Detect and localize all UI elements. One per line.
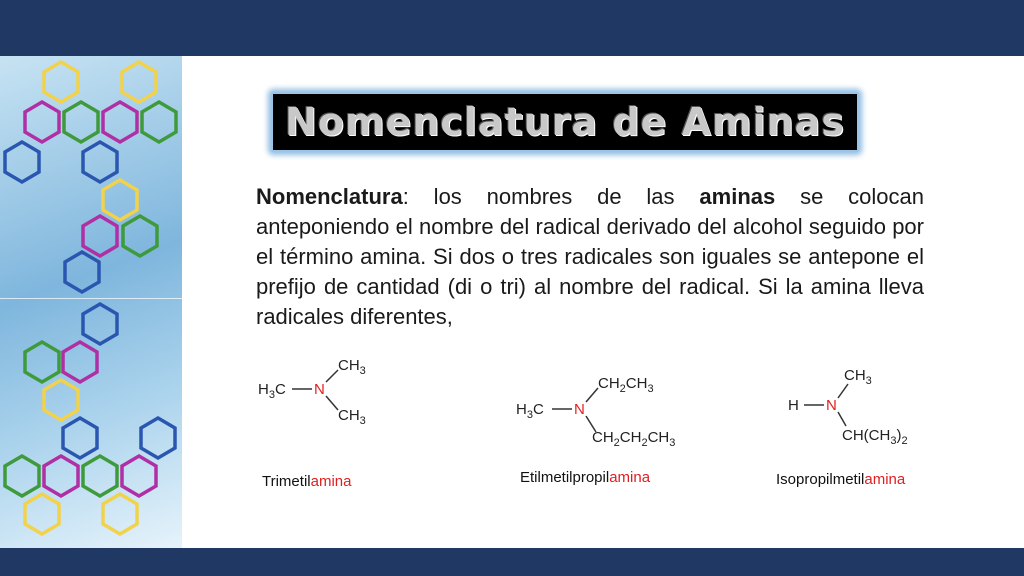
hexagon-shape xyxy=(64,102,98,142)
structure-trimetilamina xyxy=(258,357,366,490)
bond-line xyxy=(838,412,846,426)
mol2-bottom-group: $CH_2CH_2CH_3$ xyxy=(592,429,676,449)
hexagon-shape xyxy=(25,102,59,142)
hexagon-shape xyxy=(83,216,117,256)
bond-line xyxy=(838,384,848,398)
mol2-nitrogen: N xyxy=(574,401,585,418)
hexagon-pattern xyxy=(0,56,182,548)
mol3-name: Isopropilmetilamina xyxy=(776,471,906,488)
title-banner xyxy=(271,92,859,152)
structure-isopropilmetilamina xyxy=(776,367,908,488)
hexagon-shape xyxy=(142,102,176,142)
mol2-name: Etilmetilpropilamina xyxy=(520,469,651,486)
hexagon-shape xyxy=(63,418,97,458)
page-title: Nomenclatura de Aminas xyxy=(285,100,845,144)
mol1-top-group: $CH_3$ xyxy=(338,357,366,377)
body-paragraph xyxy=(256,182,924,332)
mol3-nitrogen: N xyxy=(826,397,837,414)
structure-etilmetilpropilamina xyxy=(516,375,675,486)
hexagon-shape xyxy=(141,418,175,458)
mol2-h3c: $H_3C$ xyxy=(516,401,544,421)
hexagon-shape xyxy=(83,142,117,182)
hexagon-shape xyxy=(25,494,59,534)
hexagon-shape xyxy=(5,142,39,182)
hexagon-shape xyxy=(83,304,117,344)
mol1-h3c: $H_3C$ xyxy=(258,381,286,401)
term-aminas: aminas xyxy=(699,184,776,209)
mol3-top-group: $CH_3$ xyxy=(844,367,872,387)
mol3-h: H xyxy=(788,397,799,414)
hexagon-shape xyxy=(25,342,59,382)
hexagon-shape xyxy=(103,102,137,142)
hexagon-shape xyxy=(83,456,117,496)
mol1-name: Trimetilamina xyxy=(262,473,352,490)
hexagon-shape xyxy=(63,342,97,382)
hexagon-decoration-panel xyxy=(0,56,182,548)
hexagon-shape xyxy=(44,62,78,102)
mol2-top-group: $CH_2CH_3$ xyxy=(598,375,654,395)
bond-line xyxy=(586,388,598,402)
term-nomenclatura: Nomenclatura xyxy=(256,184,403,209)
bond-line xyxy=(326,396,338,410)
mol1-nitrogen: N xyxy=(314,381,325,398)
hexagon-shape xyxy=(65,252,99,292)
paragraph-part-1: : los nombres de las xyxy=(402,184,700,209)
panel-divider xyxy=(0,298,182,299)
hexagon-shape xyxy=(122,456,156,496)
bottom-banner-bar xyxy=(0,548,1024,576)
hexagon-shape xyxy=(122,62,156,102)
mol1-bottom-group: $CH_3$ xyxy=(338,407,366,427)
top-banner-bar xyxy=(0,0,1024,56)
hexagon-shape xyxy=(103,180,137,220)
paragraph-part-2: se colocan anteponiendo el nombre del radical derivado del alcohol seguido por el término amina. Si dos o tres radicales son iguales se antepone el prefijo de cantidad (di o tri) al nombre del radical. Si la amina lleva radicales diferentes, xyxy=(256,184,925,329)
hexagon-shape xyxy=(44,456,78,496)
hexagon-shape xyxy=(103,494,137,534)
mol3-bottom-group: $CH(CH_3)_2$ xyxy=(842,427,908,447)
hexagon-shape xyxy=(44,380,78,420)
hexagon-shape xyxy=(5,456,39,496)
bond-line xyxy=(326,370,338,382)
hexagon-shape xyxy=(123,216,157,256)
amine-structures xyxy=(240,340,960,500)
